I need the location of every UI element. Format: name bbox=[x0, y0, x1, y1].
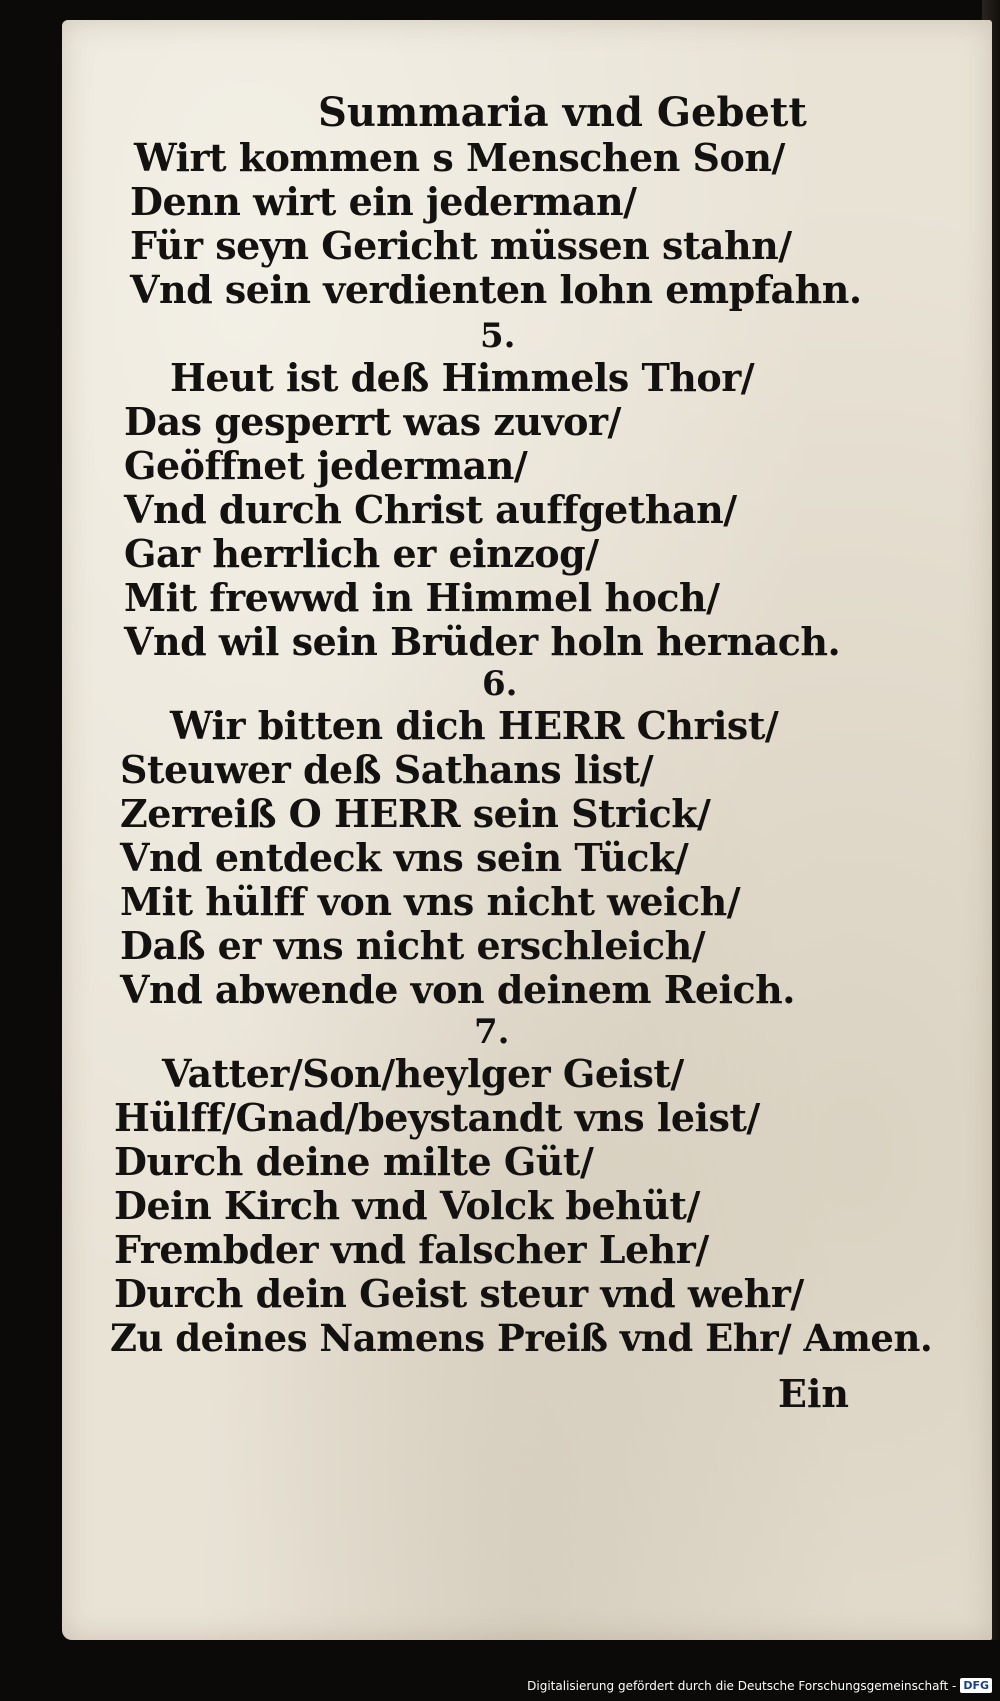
verse-line: Vatter/Son/heylger Geist/ bbox=[162, 1051, 684, 1096]
verse-line: Vnd sein verdienten lohn empfahn. bbox=[130, 267, 862, 312]
verse-line: Durch dein Geist steur vnd wehr/ bbox=[114, 1271, 804, 1316]
verse-line: Geöffnet jederman/ bbox=[124, 443, 528, 488]
verse-line: Durch deine milte Güt/ bbox=[114, 1139, 594, 1184]
verse-line: Vnd abwende von deinem Reich. bbox=[120, 967, 795, 1012]
verse-line: Vnd wil sein Brüder holn hernach. bbox=[124, 619, 841, 664]
verse-line: Denn wirt ein jederman/ bbox=[130, 179, 637, 224]
verse-line: Wir bitten dich HERR Christ/ bbox=[170, 703, 779, 748]
verse-line: Frembder vnd falscher Lehr/ bbox=[114, 1227, 709, 1272]
stanza-number: 5. bbox=[480, 316, 516, 356]
verse-line: Dein Kirch vnd Volck behüt/ bbox=[114, 1183, 700, 1228]
verse-line: Zerreiß O HERR sein Strick/ bbox=[120, 791, 711, 836]
verse-line: Hülff/Gnad/beystandt vns leist/ bbox=[114, 1095, 760, 1140]
verse-line: Zu deines Namens Preiß vnd Ehr/ Amen. bbox=[110, 1316, 933, 1360]
verse-line: Steuwer deß Sathans list/ bbox=[120, 747, 654, 792]
catchword: Ein bbox=[778, 1371, 850, 1416]
digitization-credit bbox=[527, 1678, 992, 1693]
verse-line: Das gesperrt was zuvor/ bbox=[124, 399, 621, 444]
verse-line: Mit frewwd in Himmel hoch/ bbox=[124, 575, 720, 620]
verse-line: Vnd entdeck vns sein Tück/ bbox=[120, 835, 689, 880]
verse-line: Gar herrlich er einzog/ bbox=[124, 531, 599, 576]
dfg-logo: DFG bbox=[960, 1678, 992, 1693]
verse-line: Für seyn Gericht müssen stahn/ bbox=[130, 223, 792, 268]
verse-line: Vnd durch Christ auffgethan/ bbox=[124, 487, 737, 532]
verse-line: Mit hülff von vns nicht weich/ bbox=[120, 879, 741, 924]
verse-line: Wirt kommen s Menschen Son/ bbox=[134, 135, 785, 180]
book-page bbox=[62, 20, 992, 1640]
stanza-number: 7. bbox=[474, 1012, 510, 1052]
stanza-number: 6. bbox=[482, 664, 518, 704]
credit-text: Digitalisierung gefördert durch die Deutsche Forschungsgemeinschaft - bbox=[527, 1678, 957, 1693]
running-header: Summaria vnd Gebett bbox=[318, 89, 807, 136]
verse-line: Heut ist deß Himmels Thor/ bbox=[170, 355, 755, 400]
verse-line: Daß er vns nicht erschleich/ bbox=[120, 923, 706, 968]
